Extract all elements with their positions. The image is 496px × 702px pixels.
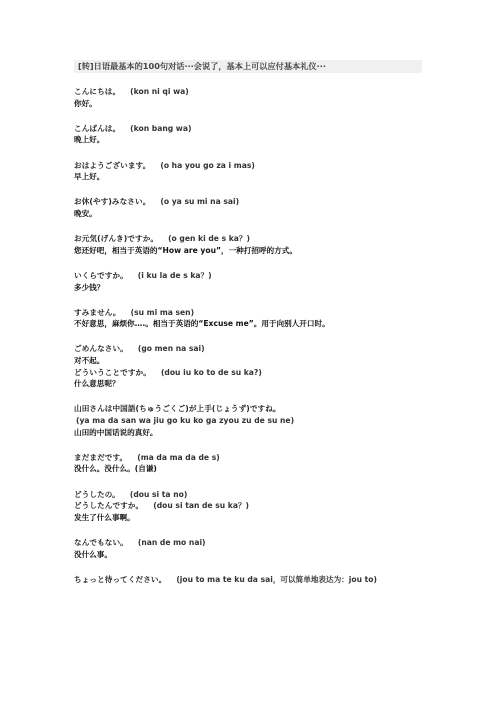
chinese-meaning: 发生了什么事啊。 bbox=[74, 512, 135, 522]
chinese-meaning: 对不起。 bbox=[74, 356, 105, 366]
chinese-meaning: 早上好。 bbox=[74, 172, 105, 182]
japanese-text: どういうことですか。 bbox=[74, 367, 151, 377]
phrase-entry bbox=[74, 270, 434, 293]
japanese-text: おはようございます。 bbox=[74, 160, 151, 170]
romaji-text: (o ha you go za i mas) bbox=[160, 160, 255, 170]
japanese-text: ちょっと待ってください。 bbox=[74, 574, 167, 584]
romaji-text: (i ku la de s ka？) bbox=[137, 270, 212, 280]
title-bar bbox=[74, 60, 422, 73]
chinese-meaning: 多少钱？ bbox=[74, 282, 105, 292]
japanese-text: お休(やす)みなさい。 bbox=[74, 197, 151, 207]
romaji-text: (ya ma da san wa jiu go ku ko ga zyou zu de su ne) bbox=[76, 416, 295, 426]
romaji-text: (dou si tan de su ka？) bbox=[153, 501, 250, 511]
phrase-entry bbox=[74, 123, 434, 146]
chinese-meaning: 您还好吧，相当于英语的“How are you”，一种打招呼的方式。 bbox=[74, 245, 297, 255]
romaji-text: (nan de mo nai) bbox=[137, 537, 206, 547]
romaji-text: (dou si ta no) bbox=[129, 489, 188, 499]
romaji-text: (ma da ma da de s) bbox=[137, 452, 220, 462]
phrase-entry bbox=[74, 452, 434, 475]
phrase-entry bbox=[74, 489, 434, 524]
phrase-entry bbox=[74, 196, 434, 219]
japanese-text: ごめんなさい。 bbox=[74, 344, 128, 354]
romaji-text: (o ya su mi na sai) bbox=[160, 197, 240, 207]
phrase-entry bbox=[74, 86, 434, 109]
japanese-text: どうしたんですか。 bbox=[74, 501, 144, 511]
phrase-entry bbox=[74, 343, 434, 389]
phrase-entry bbox=[74, 307, 434, 330]
phrase-entry bbox=[74, 537, 434, 560]
chinese-meaning: 不好意思，麻烦你….。相当于英语的“Excuse me”。用于向别人开口时。 bbox=[74, 319, 330, 329]
chinese-meaning: 没什么。没什么。(自谦) bbox=[74, 464, 157, 474]
japanese-text: なんでもない。 bbox=[74, 537, 128, 547]
phrase-entry bbox=[74, 160, 434, 183]
page-title: [转]日语最基本的100句对话···会说了，基本上可以应付基本礼仪··· bbox=[78, 61, 326, 71]
romaji-text: (go men na sai) bbox=[137, 344, 205, 354]
chinese-meaning: 你好。 bbox=[74, 98, 97, 108]
chinese-meaning: 晚安。 bbox=[74, 208, 97, 218]
romaji-text: (kon ni qi wa) bbox=[130, 87, 189, 96]
chinese-meaning: 山田的中国话说的真好。 bbox=[74, 427, 158, 437]
japanese-text: こんばんは。 bbox=[74, 123, 121, 133]
romaji-text: (su mi ma sen) bbox=[130, 307, 195, 317]
japanese-text: お元気(げんき)ですか。 bbox=[74, 234, 159, 244]
phrase-entry bbox=[74, 574, 434, 586]
romaji-text: (dou iu ko to de su ka?) bbox=[160, 367, 262, 377]
phrase-list bbox=[74, 86, 434, 599]
japanese-text: 山田さんは中国語(ちゅうごくご)が上手(じょうず)ですね。 bbox=[74, 404, 281, 414]
japanese-text: まだまだです。 bbox=[74, 452, 128, 462]
chinese-meaning: 什么意思呢？ bbox=[74, 379, 120, 389]
japanese-text: すみません。 bbox=[74, 307, 121, 317]
romaji-text: (o gen ki de s ka？) bbox=[168, 234, 250, 244]
phrase-entry bbox=[74, 403, 434, 438]
japanese-text: こんにちは。 bbox=[74, 87, 121, 96]
chinese-meaning: 没什么事。 bbox=[74, 549, 112, 559]
chinese-meaning: 晚上好。 bbox=[74, 135, 105, 145]
phrase-entry bbox=[74, 233, 434, 256]
romaji-text: (jou to ma te ku da sai，可以简单地表达为：jou to) bbox=[176, 574, 377, 584]
japanese-text: どうしたの。 bbox=[74, 489, 120, 499]
romaji-text: (kon bang wa) bbox=[130, 123, 192, 133]
japanese-text: いくらですか。 bbox=[74, 270, 128, 280]
